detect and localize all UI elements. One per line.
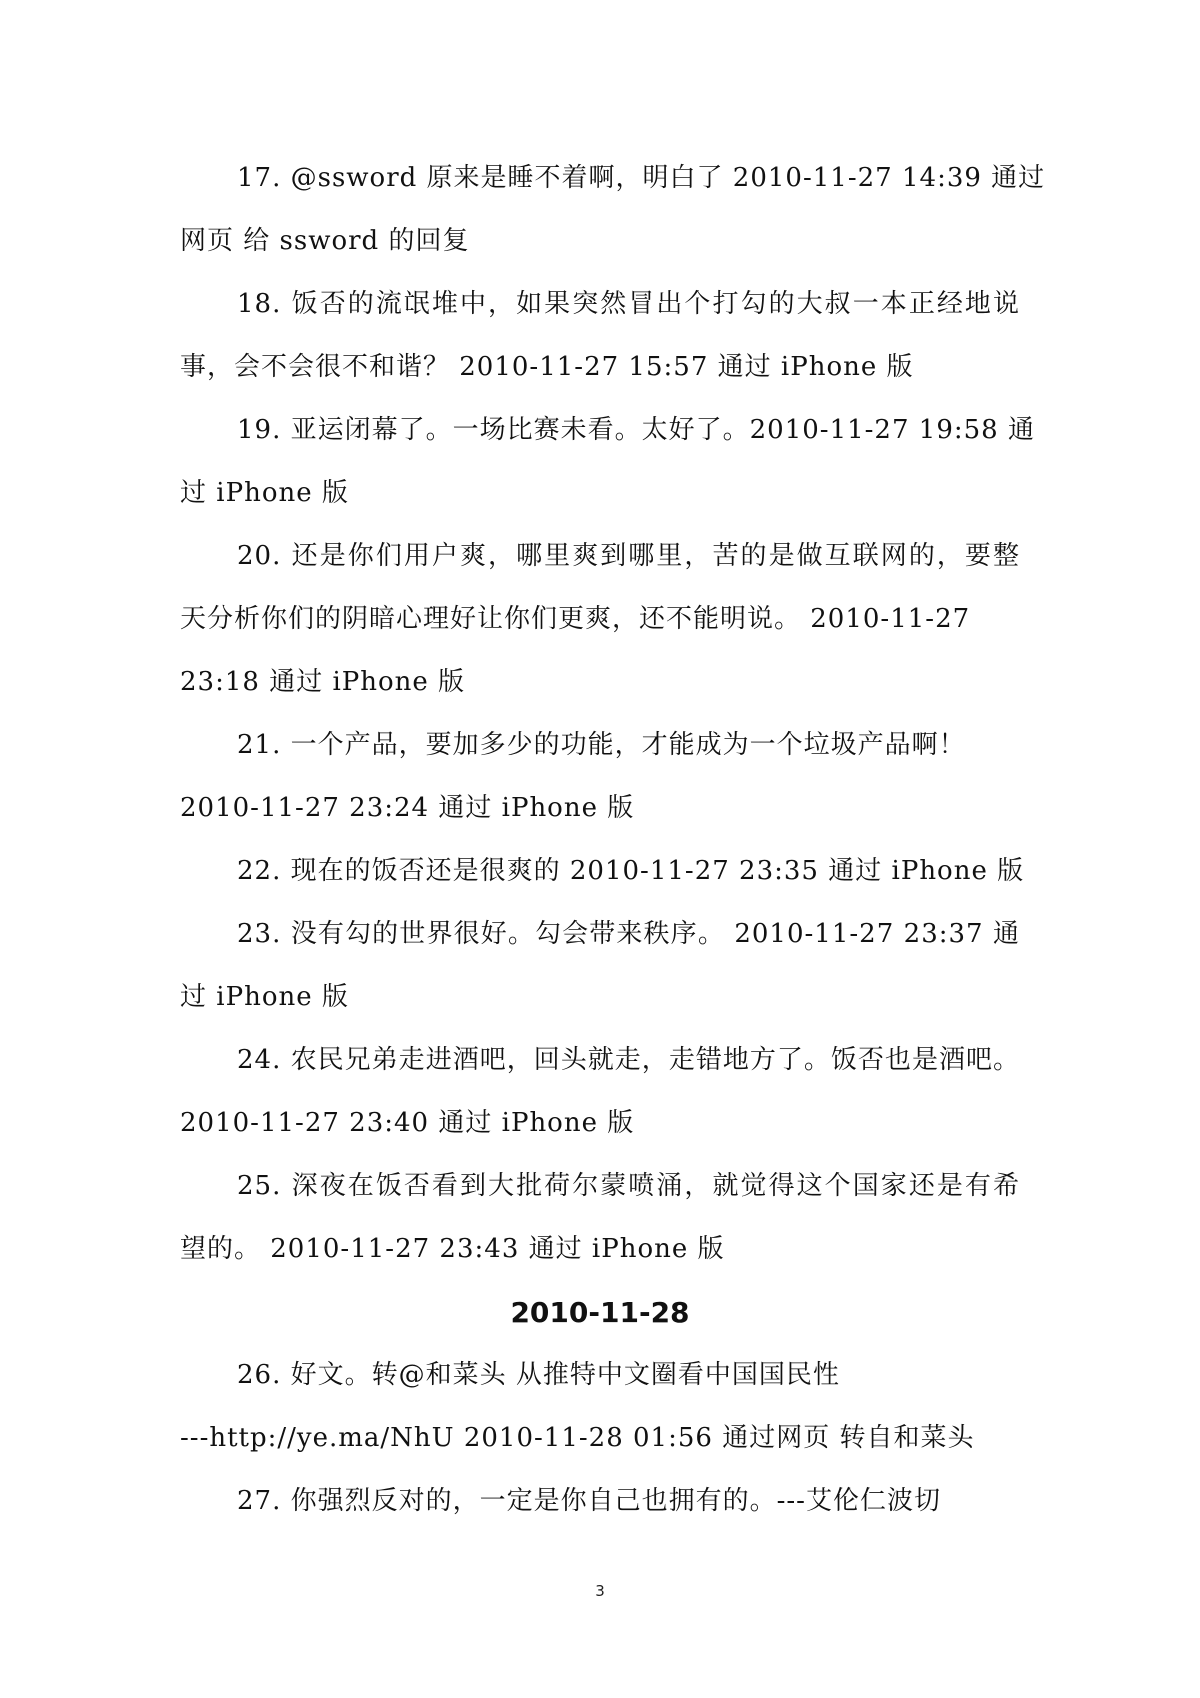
document-body (180, 147, 1046, 1533)
entry-17-line-2: 网页 给 ssword 的回复 (180, 226, 470, 256)
entry-25-line-1: 25. 深夜在饭否看到大批荷尔蒙喷涌，就觉得这个国家还是有希 (237, 1171, 1020, 1201)
entry-18-line-2: 事，会不会很不和谐？ 2010-11-27 15:57 通过 iPhone 版 (180, 352, 914, 382)
entry-23-line-2: 过 iPhone 版 (180, 982, 349, 1012)
entry-21-line-2: 2010-11-27 23:24 通过 iPhone 版 (180, 793, 635, 823)
date-heading: 2010-11-28 (510, 1296, 690, 1329)
entry-27-line-1: 27. 你强烈反对的，一定是你自己也拥有的。---艾伦仁波切 (237, 1486, 941, 1516)
entry-24-line-2: 2010-11-27 23:40 通过 iPhone 版 (180, 1108, 635, 1138)
entry-22-line-1: 22. 现在的饭否还是很爽的 2010-11-27 23:35 通过 iPhone 版 (237, 856, 1025, 886)
entry-24-line-1: 24. 农民兄弟走进酒吧，回头就走，走错地方了。饭否也是酒吧。 (237, 1045, 1020, 1075)
entry-20-line-1: 20. 还是你们用户爽，哪里爽到哪里，苦的是做互联网的，要整 (237, 541, 1020, 571)
entry-21-line-1: 21. 一个产品，要加多少的功能，才能成为一个垃圾产品啊！ (237, 730, 966, 760)
entry-26-line-1: 26. 好文。转@和菜头 从推特中文圈看中国国民性 (237, 1360, 840, 1390)
entry-18-line-1: 18. 饭否的流氓堆中，如果突然冒出个打勾的大叔一本正经地说 (237, 289, 1020, 319)
entry-26-line-2: ---http://ye.ma/NhU 2010-11-28 01:56 通过网页 转自和菜头 (180, 1423, 975, 1453)
entry-19-line-1: 19. 亚运闭幕了。一场比赛未看。太好了。2010-11-27 19:58 通 (237, 415, 1035, 445)
entry-23-line-1: 23. 没有勾的世界很好。勾会带来秩序。 2010-11-27 23:37 通 (237, 919, 1020, 949)
entry-17-line-1: 17. @ssword 原来是睡不着啊，明白了 2010-11-27 14:39 通过 (237, 163, 1046, 193)
entry-20-line-3: 23:18 通过 iPhone 版 (180, 667, 466, 697)
entry-25-line-2: 望的。 2010-11-27 23:43 通过 iPhone 版 (180, 1234, 725, 1264)
page-number: 3 (595, 1582, 605, 1600)
entry-20-line-2: 天分析你们的阴暗心理好让你们更爽，还不能明说。 2010-11-27 (180, 604, 971, 634)
entry-19-line-2: 过 iPhone 版 (180, 478, 349, 508)
